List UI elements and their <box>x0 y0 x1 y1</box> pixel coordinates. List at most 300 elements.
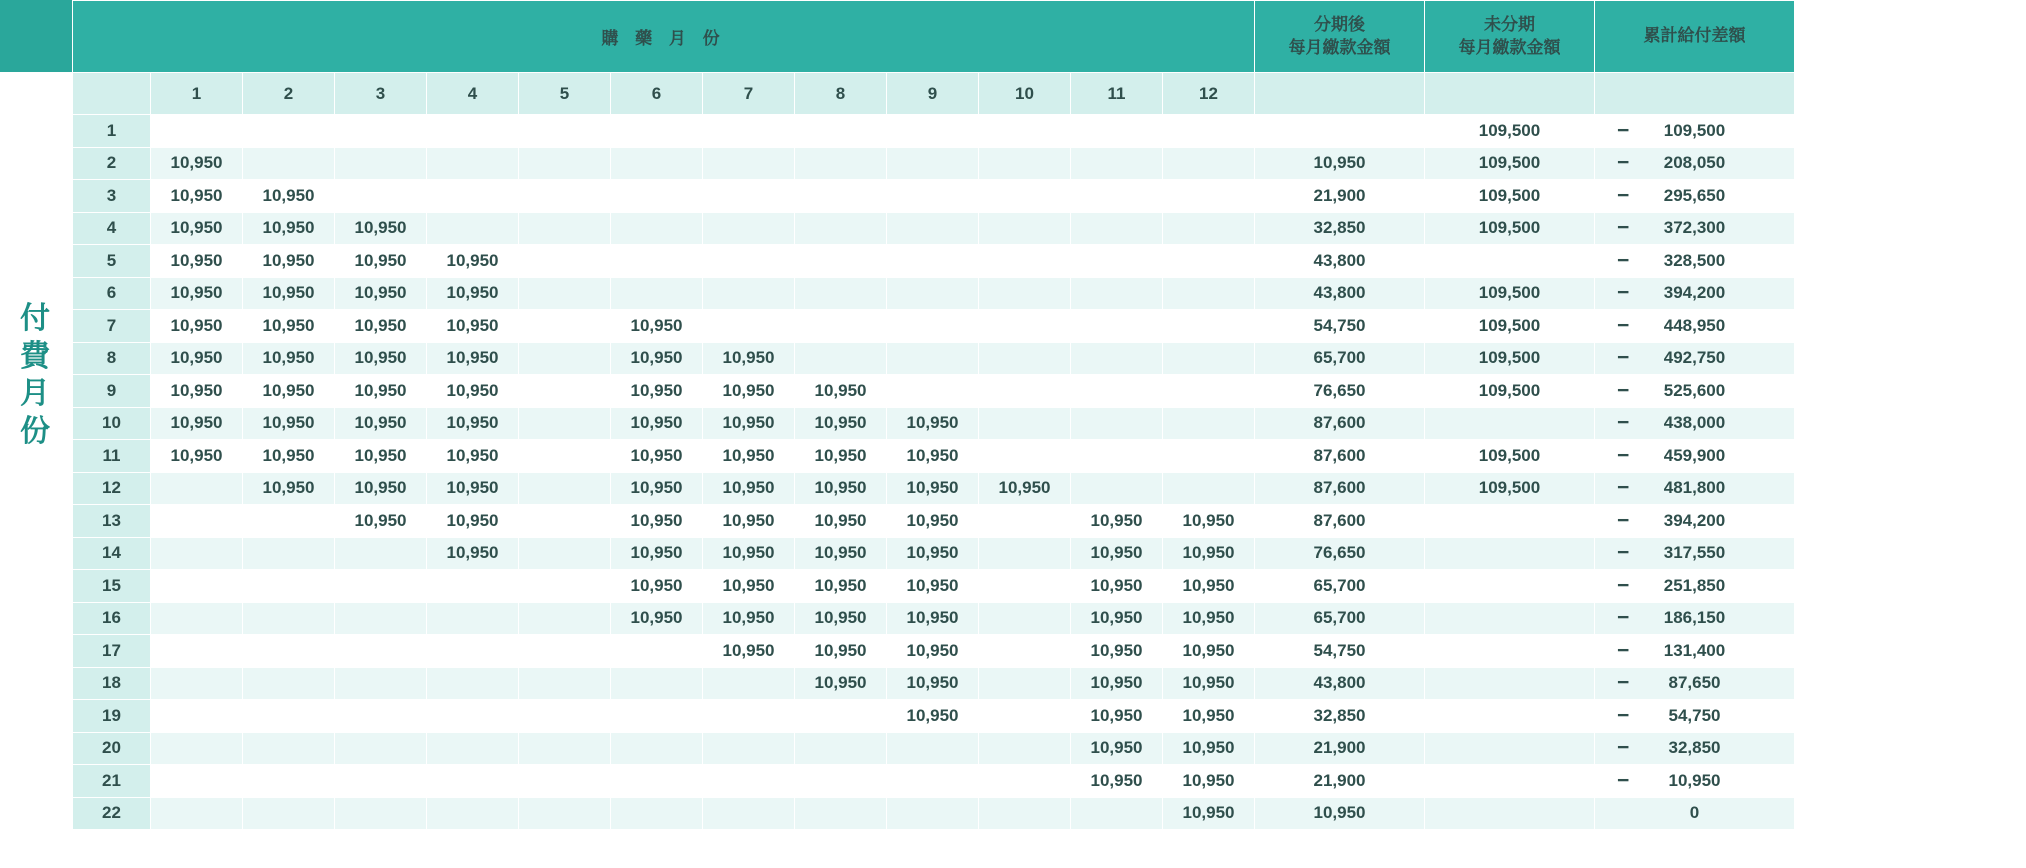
minus-sign-icon: − <box>1617 248 1630 272</box>
noninstallment-monthly-total: 109,500 <box>1425 212 1595 245</box>
payment-cell: 10,950 <box>703 440 795 473</box>
installment-monthly-total: 65,700 <box>1255 570 1425 603</box>
installment-monthly-total: 76,650 <box>1255 375 1425 408</box>
table-row <box>73 602 1795 635</box>
table-row <box>73 407 1795 440</box>
payment-cell <box>795 147 887 180</box>
payment-cell <box>519 570 611 603</box>
payment-cell <box>611 180 703 213</box>
payment-cell <box>1163 310 1255 343</box>
minus-sign-icon: − <box>1617 118 1630 142</box>
table-row <box>73 440 1795 473</box>
cumulative-difference <box>1595 602 1795 635</box>
noninstallment-monthly-total <box>1425 635 1595 668</box>
payment-cell <box>703 147 795 180</box>
cumulative-difference-value: 317,550 <box>1663 543 1726 563</box>
table-row <box>73 667 1795 700</box>
payment-cell: 10,950 <box>795 407 887 440</box>
payment-cell: 10,950 <box>703 602 795 635</box>
cumulative-difference-value: 448,950 <box>1663 315 1726 335</box>
minus-sign-icon: − <box>1617 346 1630 370</box>
purchase-month-title: 購 藥 月 份 <box>73 1 1255 73</box>
payment-cell: 10,950 <box>1071 505 1163 538</box>
payment-cell <box>519 635 611 668</box>
payment-cell <box>519 277 611 310</box>
table-row <box>73 310 1795 343</box>
payment-cell: 10,950 <box>243 375 335 408</box>
payment-cell <box>519 375 611 408</box>
payment-cell <box>519 342 611 375</box>
payment-cell: 10,950 <box>243 310 335 343</box>
minus-sign-icon: − <box>1617 768 1630 792</box>
payment-cell <box>795 245 887 278</box>
installment-monthly-total: 87,600 <box>1255 472 1425 505</box>
row-header-month: 13 <box>73 505 151 538</box>
payment-cell <box>427 700 519 733</box>
minus-sign-icon: − <box>1617 573 1630 597</box>
installment-monthly-total: 21,900 <box>1255 180 1425 213</box>
payment-cell <box>519 212 611 245</box>
payment-cell: 10,950 <box>979 472 1071 505</box>
payment-cell: 10,950 <box>335 407 427 440</box>
payment-cell <box>979 797 1071 830</box>
payment-cell <box>519 440 611 473</box>
payment-cell <box>1163 212 1255 245</box>
installment-monthly-total: 43,800 <box>1255 245 1425 278</box>
installment-monthly-total: 21,900 <box>1255 765 1425 798</box>
payment-cell <box>979 505 1071 538</box>
payment-cell: 10,950 <box>611 570 703 603</box>
payment-cell: 10,950 <box>1071 765 1163 798</box>
payment-cell <box>703 667 795 700</box>
payment-cell <box>703 700 795 733</box>
table-row <box>73 115 1795 148</box>
payment-cell: 10,950 <box>335 277 427 310</box>
cumulative-difference <box>1595 180 1795 213</box>
row-header-month: 16 <box>73 602 151 635</box>
payment-cell <box>795 212 887 245</box>
payment-cell <box>611 277 703 310</box>
cumulative-difference-value: 459,900 <box>1663 445 1726 465</box>
payment-cell <box>887 147 979 180</box>
month-col-5: 5 <box>519 73 611 115</box>
payment-cell: 10,950 <box>703 472 795 505</box>
payment-cell <box>427 602 519 635</box>
noninstallment-monthly-total <box>1425 732 1595 765</box>
payment-cell <box>151 667 243 700</box>
cumulative-difference-value: 525,600 <box>1663 380 1726 400</box>
payment-cell <box>979 147 1071 180</box>
payment-cell <box>1163 245 1255 278</box>
row-header-month: 20 <box>73 732 151 765</box>
payment-cell <box>335 570 427 603</box>
installment-monthly-total: 21,900 <box>1255 732 1425 765</box>
noninstallment-monthly-total <box>1425 667 1595 700</box>
payment-cell <box>151 537 243 570</box>
table-row <box>73 797 1795 830</box>
row-header-month: 15 <box>73 570 151 603</box>
cumulative-difference <box>1595 375 1795 408</box>
payment-cell: 10,950 <box>887 537 979 570</box>
payment-cell: 10,950 <box>703 407 795 440</box>
payment-cell: 10,950 <box>795 635 887 668</box>
payment-cell <box>795 277 887 310</box>
payment-cell: 10,950 <box>335 472 427 505</box>
payment-cell <box>427 570 519 603</box>
noninstallment-monthly-total: 109,500 <box>1425 115 1595 148</box>
month-col-2: 2 <box>243 73 335 115</box>
payment-cell: 10,950 <box>151 277 243 310</box>
payment-cell <box>611 115 703 148</box>
payment-cell <box>151 115 243 148</box>
payment-cell <box>243 147 335 180</box>
month-col-9: 9 <box>887 73 979 115</box>
payment-cell: 10,950 <box>703 570 795 603</box>
payment-cell <box>1071 115 1163 148</box>
payment-cell <box>519 797 611 830</box>
payment-cell <box>1071 472 1163 505</box>
payment-cell: 10,950 <box>243 212 335 245</box>
noninstallment-monthly-total <box>1425 245 1595 278</box>
minus-sign-icon: − <box>1617 671 1630 695</box>
payment-cell: 10,950 <box>795 375 887 408</box>
cumulative-difference-value: 10,950 <box>1668 770 1721 790</box>
noninstallment-monthly-total: 109,500 <box>1425 310 1595 343</box>
cumulative-difference <box>1595 797 1795 830</box>
cumulative-difference-value: 394,200 <box>1663 510 1726 530</box>
installment-monthly-total: 10,950 <box>1255 797 1425 830</box>
payment-cell <box>887 732 979 765</box>
payment-cell <box>151 505 243 538</box>
payment-cell: 10,950 <box>151 245 243 278</box>
cumulative-difference-value: 54,750 <box>1668 705 1721 725</box>
cumulative-difference <box>1595 667 1795 700</box>
cumulative-difference <box>1595 115 1795 148</box>
payment-cell <box>151 732 243 765</box>
payment-cell <box>795 115 887 148</box>
payment-cell <box>1163 147 1255 180</box>
payment-cell <box>979 700 1071 733</box>
payment-cell <box>519 505 611 538</box>
payment-cell <box>519 245 611 278</box>
payment-cell: 10,950 <box>151 180 243 213</box>
payment-cell <box>519 602 611 635</box>
cumulative-difference <box>1595 765 1795 798</box>
noninstallment-monthly-total: 109,500 <box>1425 147 1595 180</box>
minus-sign-icon: − <box>1617 183 1630 207</box>
installment-monthly-total: 32,850 <box>1255 700 1425 733</box>
noninstallment-monthly-total: 109,500 <box>1425 180 1595 213</box>
payment-cell: 10,950 <box>887 440 979 473</box>
payment-cell <box>1071 310 1163 343</box>
payment-cell: 10,950 <box>611 505 703 538</box>
payment-cell <box>519 765 611 798</box>
payment-cell: 10,950 <box>335 440 427 473</box>
payment-cell <box>795 310 887 343</box>
payment-cell: 10,950 <box>795 667 887 700</box>
payment-cell <box>243 570 335 603</box>
payment-cell <box>611 245 703 278</box>
payment-cell: 10,950 <box>703 375 795 408</box>
payment-cell: 10,950 <box>243 472 335 505</box>
payment-cell: 10,950 <box>335 342 427 375</box>
payment-cell <box>427 212 519 245</box>
payment-cell: 10,950 <box>611 407 703 440</box>
payment-cell <box>151 700 243 733</box>
installment-monthly-total <box>1255 115 1425 148</box>
noninstallment-subheader-spacer <box>1425 73 1595 115</box>
minus-sign-icon: − <box>1617 638 1630 662</box>
payment-cell <box>979 180 1071 213</box>
cumulative-difference-value: 492,750 <box>1663 348 1726 368</box>
payment-cell <box>151 570 243 603</box>
cumulative-difference-value: 328,500 <box>1663 250 1726 270</box>
cumulative-difference <box>1595 505 1795 538</box>
payment-cell <box>427 667 519 700</box>
payment-cell <box>335 700 427 733</box>
payment-cell <box>703 732 795 765</box>
payment-cell: 10,950 <box>427 440 519 473</box>
payment-cell <box>427 732 519 765</box>
payment-cell <box>795 732 887 765</box>
payment-cell <box>887 765 979 798</box>
payment-cell: 10,950 <box>427 277 519 310</box>
installment-monthly-total: 87,600 <box>1255 407 1425 440</box>
payment-cell <box>335 115 427 148</box>
table-row <box>73 245 1795 278</box>
payment-cell: 10,950 <box>1163 765 1255 798</box>
payment-cell <box>1163 342 1255 375</box>
minus-sign-icon: − <box>1617 508 1630 532</box>
installment-amount-header-line1: 分期後 <box>1314 14 1365 34</box>
table-row <box>73 212 1795 245</box>
installment-amount-header <box>1255 1 1425 73</box>
payment-cell <box>1071 375 1163 408</box>
noninstallment-monthly-total: 109,500 <box>1425 472 1595 505</box>
payment-cell: 10,950 <box>243 407 335 440</box>
payment-cell <box>427 180 519 213</box>
payment-cell <box>335 537 427 570</box>
payment-cell: 10,950 <box>611 375 703 408</box>
payment-cell <box>1071 407 1163 440</box>
table-row <box>73 700 1795 733</box>
payment-cell <box>887 180 979 213</box>
noninstallment-monthly-total <box>1425 700 1595 733</box>
payment-cell <box>887 797 979 830</box>
payment-schedule-table <box>72 0 1795 830</box>
row-header-month: 17 <box>73 635 151 668</box>
payment-cell <box>703 765 795 798</box>
row-header-month: 1 <box>73 115 151 148</box>
payment-cell: 10,950 <box>887 667 979 700</box>
installment-monthly-total: 87,600 <box>1255 440 1425 473</box>
minus-sign-icon: − <box>1617 151 1630 175</box>
payment-cell <box>427 765 519 798</box>
payment-cell <box>703 180 795 213</box>
payment-cell: 10,950 <box>887 635 979 668</box>
installment-monthly-total: 87,600 <box>1255 505 1425 538</box>
table-row <box>73 732 1795 765</box>
noninstallment-monthly-total: 109,500 <box>1425 342 1595 375</box>
payment-cell <box>1163 115 1255 148</box>
payment-cell: 10,950 <box>1163 570 1255 603</box>
cumulative-difference-value: 481,800 <box>1663 478 1726 498</box>
payment-cell <box>979 375 1071 408</box>
payment-cell: 10,950 <box>703 537 795 570</box>
payment-cell <box>151 602 243 635</box>
payment-cell <box>703 310 795 343</box>
noninstallment-monthly-total <box>1425 570 1595 603</box>
payment-cell: 10,950 <box>427 505 519 538</box>
row-header-month: 12 <box>73 472 151 505</box>
payment-cell: 10,950 <box>151 310 243 343</box>
payment-cell <box>795 180 887 213</box>
payment-cell: 10,950 <box>795 472 887 505</box>
cumulative-difference <box>1595 277 1795 310</box>
payment-cell: 10,950 <box>1071 570 1163 603</box>
row-axis-char-1: 付 <box>20 302 52 335</box>
payment-cell <box>1071 245 1163 278</box>
cumulative-difference-value: 131,400 <box>1663 640 1726 660</box>
cumulative-difference-value: 32,850 <box>1668 738 1721 758</box>
payment-cell: 10,950 <box>335 245 427 278</box>
payment-cell <box>1163 407 1255 440</box>
payment-cell: 10,950 <box>151 212 243 245</box>
table-corner-cell <box>73 73 151 115</box>
noninstallment-monthly-total <box>1425 407 1595 440</box>
minus-sign-icon: − <box>1617 411 1630 435</box>
payment-cell <box>519 180 611 213</box>
table-body <box>73 115 1795 830</box>
payment-cell: 10,950 <box>611 602 703 635</box>
installment-subheader-spacer <box>1255 73 1425 115</box>
cumulative-difference-value: 87,650 <box>1668 673 1721 693</box>
cumulative-difference-value: 394,200 <box>1663 283 1726 303</box>
row-header-month: 10 <box>73 407 151 440</box>
payment-cell <box>335 602 427 635</box>
payment-cell <box>519 115 611 148</box>
cumulative-difference <box>1595 537 1795 570</box>
month-number-row <box>73 73 1795 115</box>
month-col-1: 1 <box>151 73 243 115</box>
payment-cell <box>887 342 979 375</box>
payment-cell <box>519 667 611 700</box>
month-col-3: 3 <box>335 73 427 115</box>
payment-cell: 10,950 <box>795 440 887 473</box>
payment-cell: 10,950 <box>611 310 703 343</box>
payment-cell: 10,950 <box>1163 505 1255 538</box>
payment-cell <box>1071 342 1163 375</box>
payment-cell: 10,950 <box>611 537 703 570</box>
table-title-row <box>73 1 1795 73</box>
table-row <box>73 375 1795 408</box>
payment-cell: 10,950 <box>151 342 243 375</box>
minus-sign-icon: − <box>1617 216 1630 240</box>
installment-monthly-total: 54,750 <box>1255 635 1425 668</box>
payment-cell <box>1163 375 1255 408</box>
payment-cell <box>795 700 887 733</box>
cumulative-difference <box>1595 212 1795 245</box>
payment-cell: 10,950 <box>1071 700 1163 733</box>
payment-cell: 10,950 <box>243 342 335 375</box>
payment-cell <box>519 700 611 733</box>
payment-cell <box>611 797 703 830</box>
payment-cell <box>1071 797 1163 830</box>
minus-sign-icon: − <box>1617 378 1630 402</box>
payment-cell: 10,950 <box>1163 635 1255 668</box>
installment-monthly-total: 32,850 <box>1255 212 1425 245</box>
installment-monthly-total: 76,650 <box>1255 537 1425 570</box>
payment-cell <box>1071 212 1163 245</box>
payment-cell: 10,950 <box>887 505 979 538</box>
payment-cell: 10,950 <box>335 375 427 408</box>
left-vertical-band <box>0 0 72 868</box>
payment-cell <box>979 342 1071 375</box>
cumulative-difference <box>1595 732 1795 765</box>
payment-cell <box>979 667 1071 700</box>
table-row <box>73 635 1795 668</box>
cumulative-difference <box>1595 147 1795 180</box>
payment-cell <box>979 635 1071 668</box>
payment-cell <box>979 570 1071 603</box>
row-axis-label <box>0 300 72 450</box>
payment-cell <box>1163 277 1255 310</box>
payment-cell <box>795 797 887 830</box>
payment-cell: 10,950 <box>1163 797 1255 830</box>
payment-cell <box>243 732 335 765</box>
noninstallment-monthly-total: 109,500 <box>1425 440 1595 473</box>
payment-cell: 10,950 <box>795 505 887 538</box>
minus-sign-icon: − <box>1617 313 1630 337</box>
payment-cell <box>979 407 1071 440</box>
payment-cell <box>427 635 519 668</box>
row-header-month: 2 <box>73 147 151 180</box>
payment-cell <box>887 375 979 408</box>
payment-cell: 10,950 <box>703 635 795 668</box>
row-header-month: 11 <box>73 440 151 473</box>
payment-cell: 10,950 <box>151 407 243 440</box>
row-header-month: 14 <box>73 537 151 570</box>
noninstallment-amount-header-line1: 未分期 <box>1484 14 1535 34</box>
payment-cell <box>243 635 335 668</box>
payment-cell <box>611 212 703 245</box>
payment-cell: 10,950 <box>611 472 703 505</box>
noninstallment-monthly-total <box>1425 765 1595 798</box>
payment-cell: 10,950 <box>1163 537 1255 570</box>
payment-cell: 10,950 <box>1163 700 1255 733</box>
payment-cell <box>151 797 243 830</box>
payment-cell <box>1071 180 1163 213</box>
minus-sign-icon: − <box>1617 281 1630 305</box>
payment-cell <box>519 472 611 505</box>
month-col-7: 7 <box>703 73 795 115</box>
cumulative-difference-value: 186,150 <box>1663 608 1726 628</box>
payment-cell <box>979 212 1071 245</box>
payment-cell <box>519 310 611 343</box>
cumulative-difference <box>1595 245 1795 278</box>
payment-cell <box>979 765 1071 798</box>
payment-cell <box>243 700 335 733</box>
payment-cell: 10,950 <box>1163 667 1255 700</box>
payment-cell: 10,950 <box>335 212 427 245</box>
payment-cell <box>151 635 243 668</box>
installment-monthly-total: 65,700 <box>1255 602 1425 635</box>
month-col-11: 11 <box>1071 73 1163 115</box>
minus-sign-icon: − <box>1617 443 1630 467</box>
payment-cell: 10,950 <box>243 440 335 473</box>
payment-cell: 10,950 <box>887 700 979 733</box>
cumulative-difference-value: 438,000 <box>1663 413 1726 433</box>
